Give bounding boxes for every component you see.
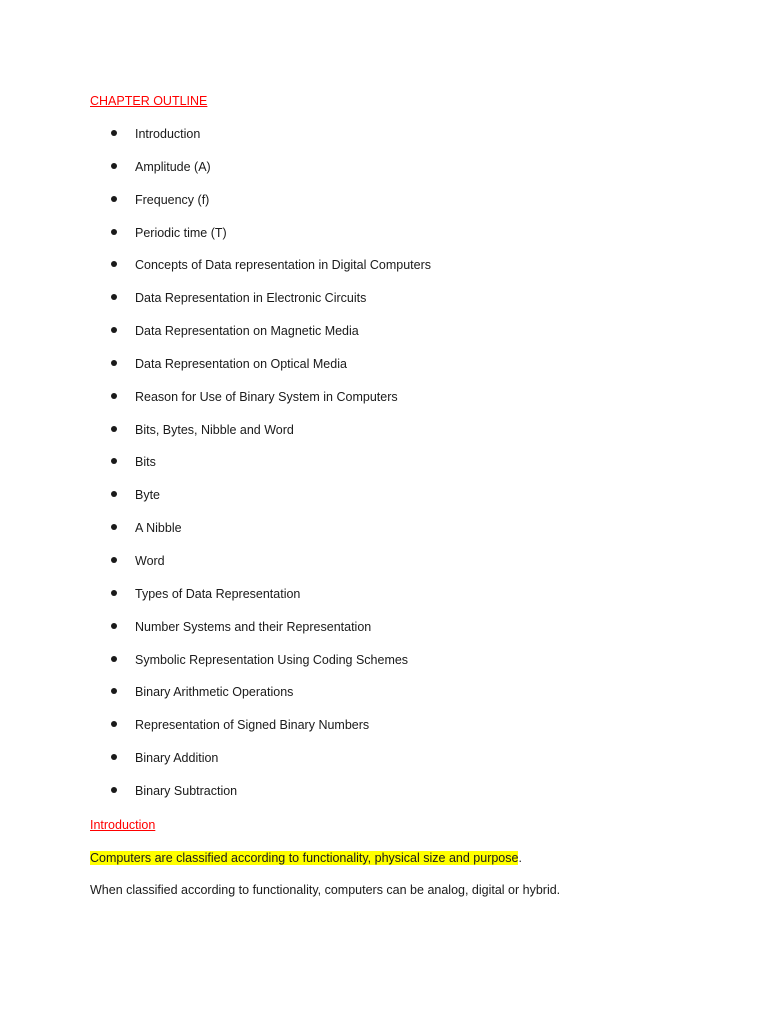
outline-item-label: Word [135, 553, 165, 568]
bullet-icon [111, 458, 117, 464]
outline-item-label: Data Representation in Electronic Circuits [135, 291, 367, 306]
outline-item-label: Amplitude (A) [135, 159, 211, 174]
bullet-icon [111, 623, 117, 629]
outline-item-label: Representation of Signed Binary Numbers [135, 718, 370, 733]
outline-item-label: Bits [135, 455, 156, 470]
sentence-period: . [518, 851, 522, 865]
bullet-icon [111, 196, 117, 202]
outline-item-label: Bits, Bytes, Nibble and Word [135, 422, 294, 437]
bullet-icon [111, 327, 117, 333]
outline-item-label: Binary Subtraction [135, 783, 238, 798]
outline-item-label: Types of Data Representation [135, 586, 301, 601]
outline-item-label: Binary Addition [135, 751, 219, 766]
bullet-icon [111, 426, 117, 432]
bullet-icon [111, 294, 117, 300]
bullet-icon [111, 163, 117, 169]
outline-item-label: Reason for Use of Binary System in Computers [135, 389, 398, 404]
bullet-icon [111, 721, 117, 727]
outline-item-label: Byte [135, 488, 161, 503]
bullet-icon [111, 360, 117, 366]
outline-item-label: Concepts of Data representation in Digital Computers [135, 258, 431, 273]
outline-item-label: Binary Arithmetic Operations [135, 685, 294, 700]
outline-item-label: Introduction [135, 127, 201, 141]
outline-item-label: Number Systems and their Representation [135, 619, 372, 634]
bullet-icon [111, 656, 117, 662]
bullet-icon [111, 590, 117, 596]
outline-item-label: Periodic time (T) [135, 225, 227, 240]
bullet-icon [111, 261, 117, 267]
functionality-paragraph: When classified according to functionality, computers can be analog, digital or hybrid. [90, 883, 561, 897]
outline-item-label: Data Representation on Magnetic Media [135, 324, 359, 339]
outline-item-label: Symbolic Representation Using Coding Schemes [135, 652, 409, 667]
bullet-icon [111, 524, 117, 530]
chapter-outline-heading: CHAPTER OUTLINE [90, 94, 208, 108]
outline-item-label: A Nibble [135, 521, 182, 536]
bullet-icon [111, 393, 117, 399]
bullet-icon [111, 787, 117, 793]
bullet-icon [111, 557, 117, 563]
classification-paragraph [90, 850, 522, 867]
outline-item-label: Data Representation on Optical Media [135, 356, 347, 371]
bullet-icon [111, 754, 117, 760]
outline-item-label: Frequency (f) [135, 192, 210, 207]
introduction-heading: Introduction [90, 818, 156, 832]
bullet-icon [111, 130, 117, 136]
bullet-icon [111, 229, 117, 235]
bullet-icon [111, 688, 117, 694]
highlighted-sentence: Computers are classified according to functionality, physical size and purpose [90, 851, 519, 865]
bullet-icon [111, 491, 117, 497]
